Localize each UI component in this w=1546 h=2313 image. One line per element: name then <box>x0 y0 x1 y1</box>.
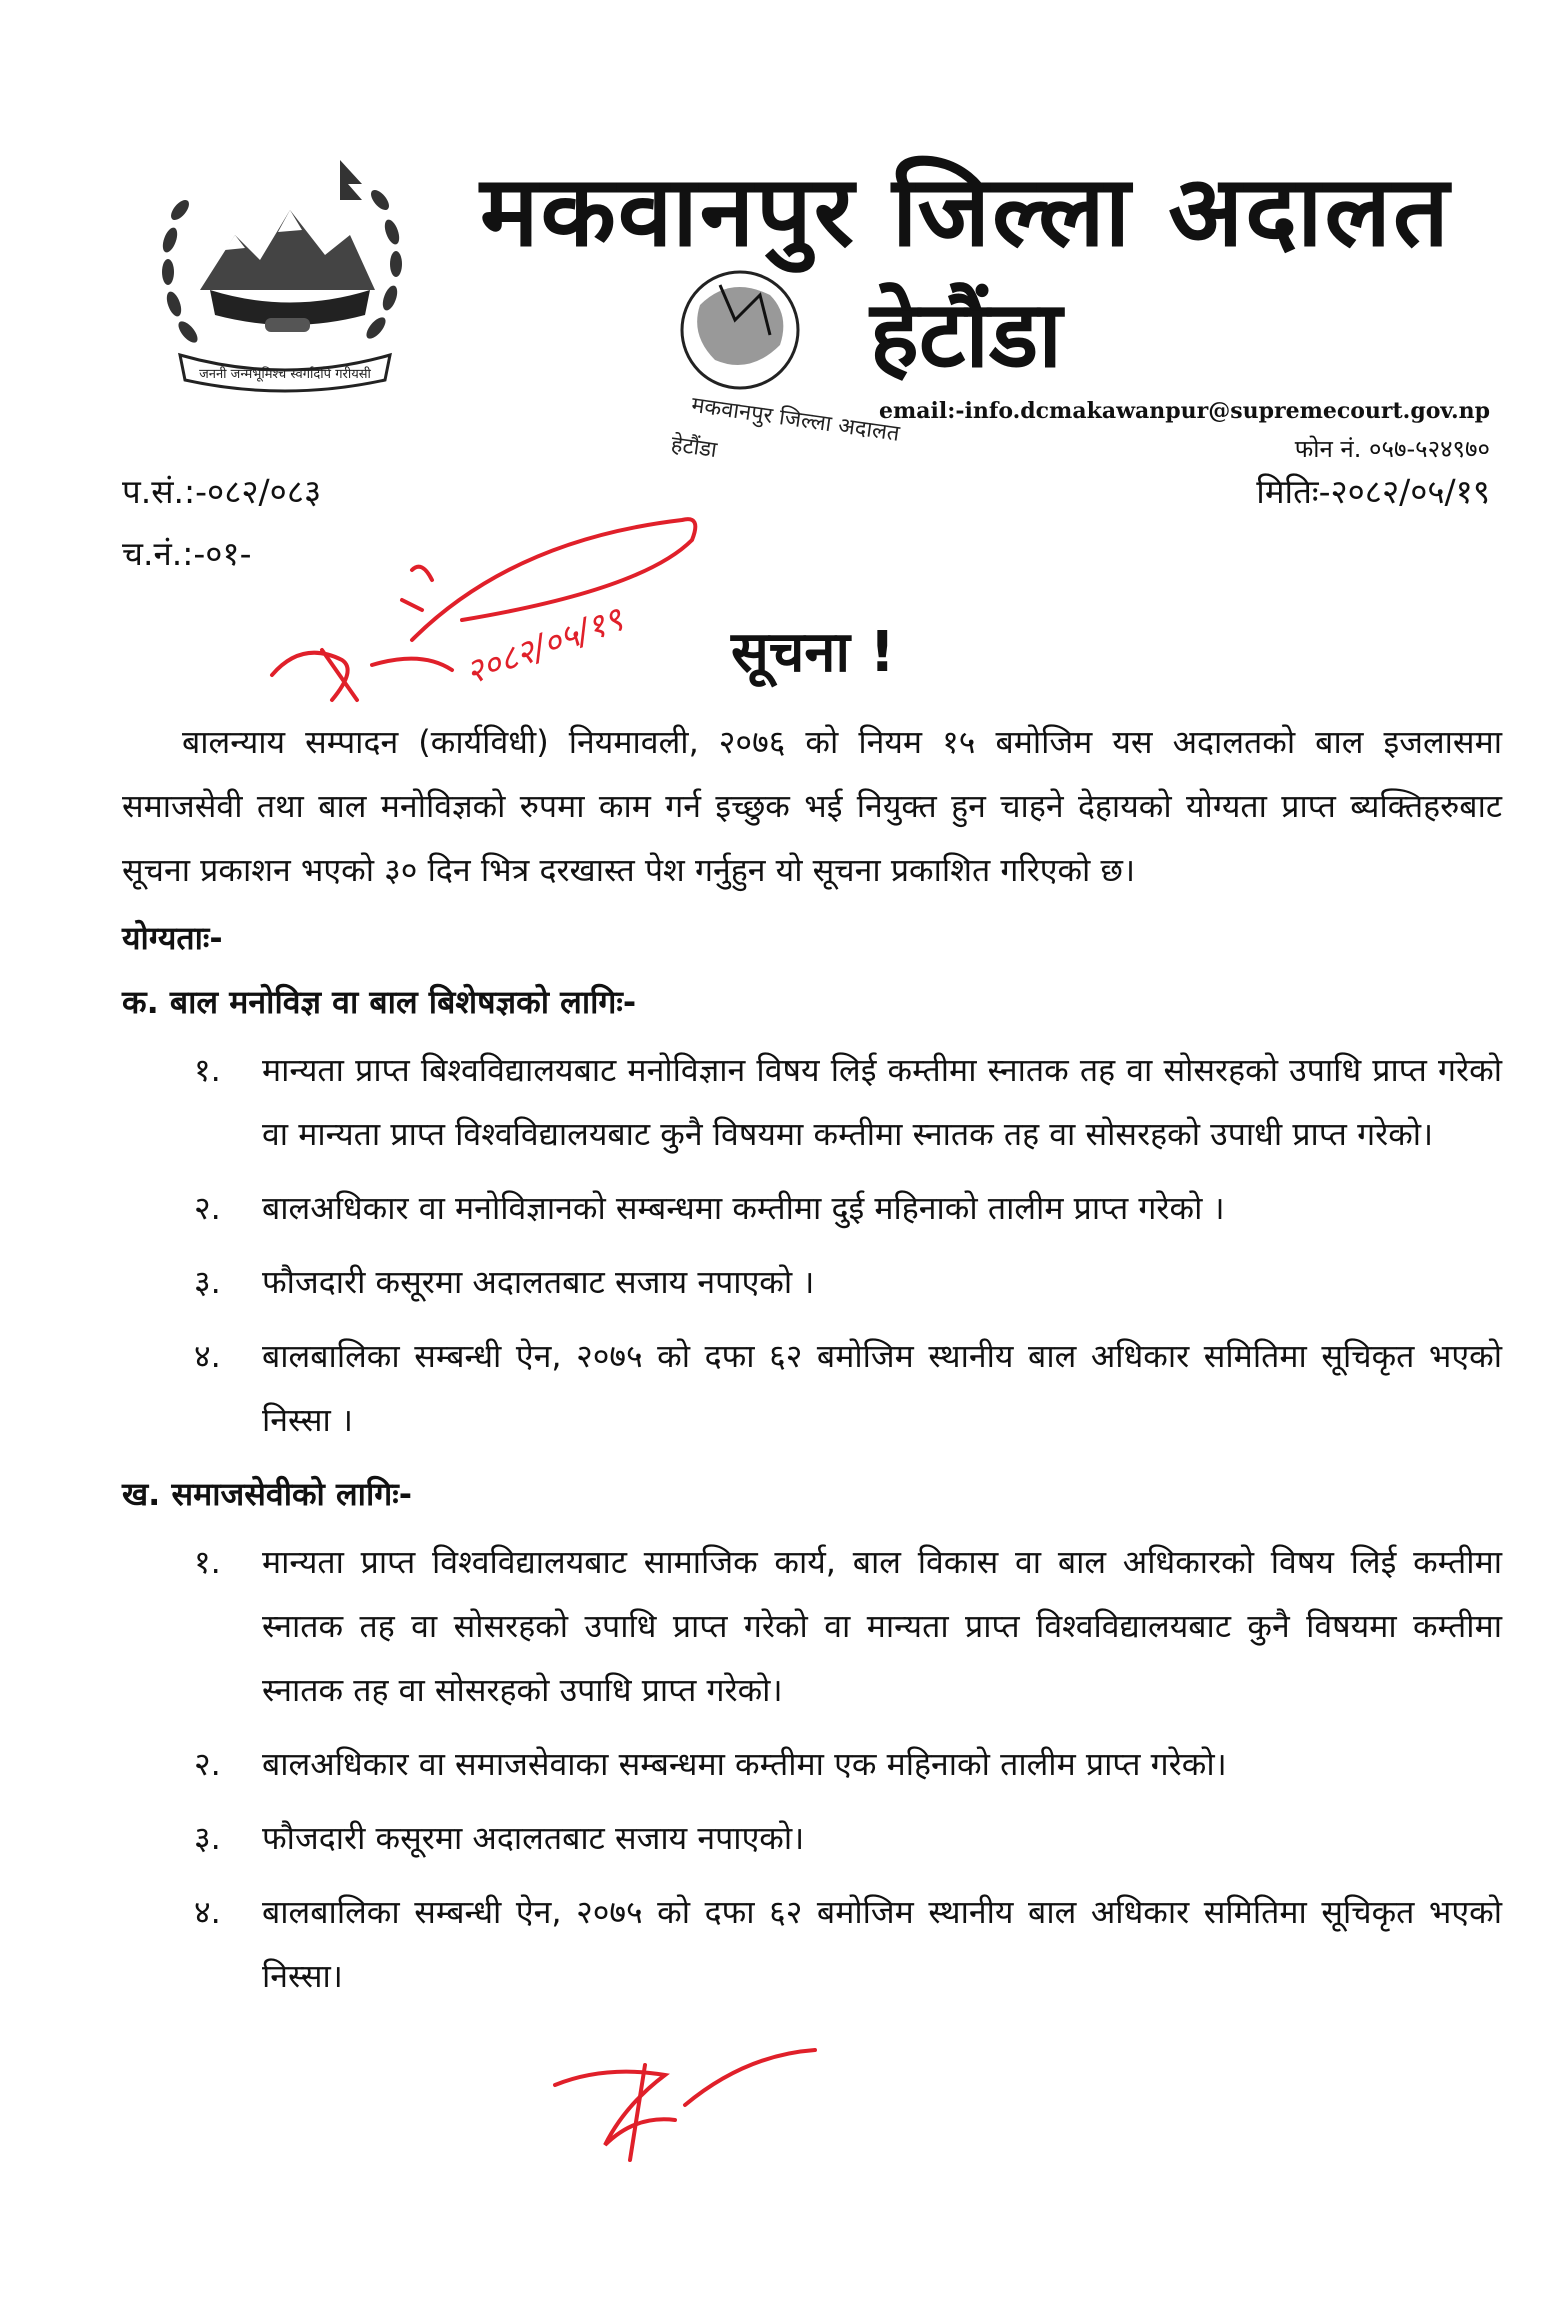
item-text: बालअधिकार वा मनोविज्ञानको सम्बन्धमा कम्तीमा दुई महिनाको तालीम प्राप्त गरेको । <box>262 1189 1225 1227</box>
nepal-emblem-icon <box>140 140 430 400</box>
item-number: १. <box>194 1051 221 1089</box>
section-a-list <box>122 1038 1502 1452</box>
notice-heading: सूचना ! <box>730 620 896 685</box>
list-item <box>122 1250 1502 1314</box>
notice-body <box>122 710 1502 2018</box>
section-b-list <box>122 1530 1502 2008</box>
signature-bottom-icon <box>545 2045 825 2175</box>
court-name: मकवानपुर जिल्ला अदालत <box>480 155 1451 269</box>
item-text: बालअधिकार वा समाजसेवाका सम्बन्धमा कम्तीमा एक महिनाको तालीम प्राप्त गरेको। <box>262 1745 1227 1783</box>
list-item <box>122 1038 1502 1166</box>
notice-date: मितिः-२०८२/०५/१९ <box>1256 472 1490 511</box>
item-number: ३. <box>194 1263 221 1301</box>
phone-number: फोन नं. ०५७-५२४९७० <box>1294 435 1490 463</box>
item-text: मान्यता प्राप्त विश्वविद्यालयबाट सामाजिक कार्य, बाल विकास वा बाल अधिकारको विषय लिई कम्तीमा स्नातक तह वा सोसरहको उपाधि प्राप्त गरेको वा मान्यता प्राप्त विश्वविद्यालयबाट कुनै विषयमा कम्तीमा स्नातक तह वा सोसरहको उपाधि प्राप्त गरेको। <box>262 1543 1502 1709</box>
item-number: २. <box>194 1189 221 1227</box>
section-a-title: क. बाल मनोविज्ञ वा बाल बिशेषज्ञको लागिः- <box>122 983 637 1021</box>
list-item <box>122 1806 1502 1870</box>
item-text: मान्यता प्राप्त बिश्वविद्यालयबाट मनोविज्ञान विषय लिई कम्तीमा स्नातक तह वा सोसरहको उपाधि प्राप्त गरेको वा मान्यता प्राप्त विश्वविद्यालयबाट कुनै विषयमा कम्तीमा स्नातक तह वा सोसरहको उपाधी प्राप्त गरेको। <box>262 1051 1502 1153</box>
item-text: बालबालिका सम्बन्धी ऐन, २०७५ को दफा ६२ बमोजिम स्थानीय बाल अधिकार समितिमा सूचिकृत भएको निस्सा। <box>262 1893 1502 1995</box>
list-item <box>122 1176 1502 1240</box>
svg-text:हेटौंडा: हेटौंडा <box>669 432 719 464</box>
list-item <box>122 1880 1502 2008</box>
item-text: फौजदारी कसूरमा अदालतबाट सजाय नपाएको । <box>262 1263 815 1301</box>
svg-text:२०८२/०५/१९: २०८२/०५/१९ <box>460 599 629 694</box>
list-item <box>122 1324 1502 1452</box>
svg-text:जननी जन्मभूमिश्च स्वर्गादपि गर: जननी जन्मभूमिश्च स्वर्गादपि गरीयसी <box>199 367 371 382</box>
list-item <box>122 1732 1502 1796</box>
court-city: हेटौंडा <box>870 281 1063 388</box>
item-number: ३. <box>194 1819 221 1857</box>
email-address: email:-info.dcmakawanpur@supremecourt.gov.np <box>879 398 1490 424</box>
dispatch-number: च.नं.:-०१- <box>122 534 252 573</box>
qualification-label: योग्यताः- <box>122 919 223 957</box>
svg-text:मकवानपुर जिल्ला अदालत: मकवानपुर जिल्ला अदालत <box>689 392 902 447</box>
section-b-title: ख. समाजसेवीको लागिः- <box>122 1475 413 1513</box>
item-number: २. <box>194 1745 221 1783</box>
notice-intro: बालन्याय सम्पादन (कार्यविधी) नियमावली, २०७६ को नियम १५ बमोजिम यस अदालतको बाल इजलासमा समाजसेवी तथा बाल मनोविज्ञको रुपमा काम गर्न इच्छुक भई नियुक्त हुन चाहने देहायको योग्यता प्राप्त ब्यक्तिहरुबाट सूचना प्रकाशन भएको ३० दिन भित्र दरखास्त पेश गर्नुहुन यो सूचना प्रकाशित गरिएको छ। <box>122 723 1502 889</box>
list-item <box>122 1530 1502 1722</box>
reference-number: प.सं.:-०८२/०८३ <box>122 472 322 511</box>
court-seal-icon <box>630 225 902 465</box>
item-number: १. <box>194 1543 221 1581</box>
item-number: ४. <box>194 1893 221 1931</box>
item-number: ४. <box>194 1337 221 1375</box>
item-text: फौजदारी कसूरमा अदालतबाट सजाय नपाएको। <box>262 1819 805 1857</box>
item-text: बालबालिका सम्बन्धी ऐन, २०७५ को दफा ६२ बमोजिम स्थानीय बाल अधिकार समितिमा सूचिकृत भएको निस्सा । <box>262 1337 1502 1439</box>
